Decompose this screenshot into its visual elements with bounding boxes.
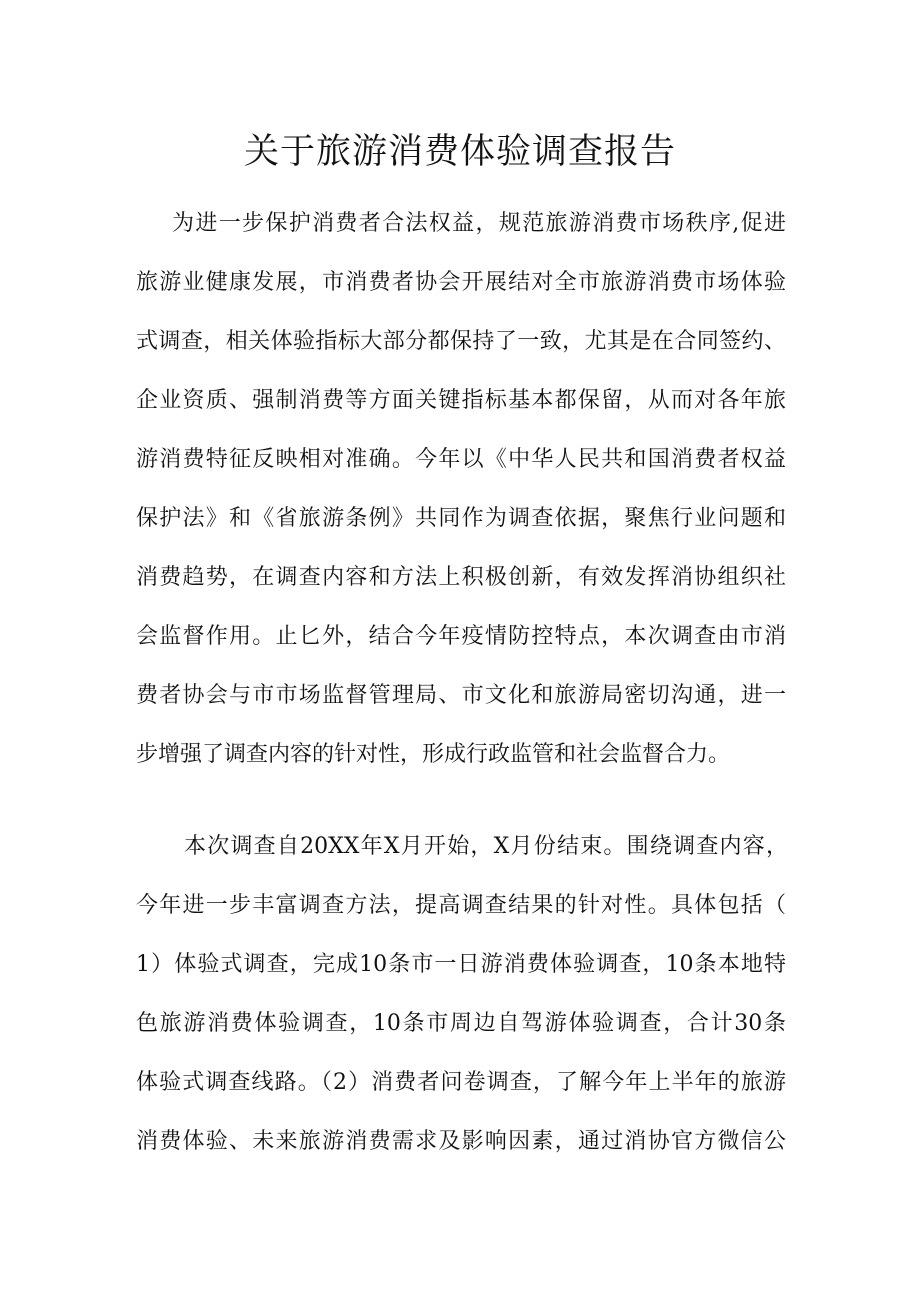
paragraph-1-line-1: 为进一步保护消费者合法权益，规范旅游消费市场秩序,促进 <box>172 211 786 236</box>
paragraph-1-line-7: 消费趋势，在调查内容和方法上积极创新，有效发挥消协组织社 <box>136 565 786 590</box>
paragraph-1-line-6: 保护法》和《省旅游条例》共同作为调查依据，聚焦行业问题和 <box>136 506 786 531</box>
paragraph-1-line-2: 旅游业健康发展，市消费者协会开展结对全市旅游消费市场体验 <box>136 270 786 295</box>
paragraph-2-line-3: 1）体验式调查，完成10条市一日游消费体验调查，10条本地特 <box>136 952 786 977</box>
paragraph-1-line-4: 企业资质、强制消费等方面关键指标基本都保留，从而对各年旅 <box>136 388 786 413</box>
paragraph-2-line-6: 消费体验、未来旅游消费需求及影响因素，通过消协官方微信公 <box>136 1129 786 1154</box>
paragraph-1-line-9: 费者协会与市市场监督管理局、市文化和旅游局密切沟通，进一 <box>136 683 786 708</box>
paragraph-1-line-8: 会监督作用。止匕外，结合今年疫情防控特点，本次调查由市消 <box>136 624 786 649</box>
paragraph-2-line-4: 色旅游消费体验调查，10条市周边自驾游体验调查，合计30条 <box>136 1011 786 1036</box>
paragraph-2-line-5: 体验式调查线路。（2）消费者问卷调查，了解今年上半年的旅游 <box>136 1070 786 1095</box>
paragraph-1-line-3: 式调查，相关体验指标大部分都保持了一致，尤其是在合同签约、 <box>136 329 786 354</box>
document-title: 关于旅游消费体验调查报告 <box>243 132 676 172</box>
paragraph-2-line-1: 本次调查自20XX年X月开始，X月份结束。围绕调查内容， <box>184 834 788 859</box>
paragraph-2-line-2: 今年进一步丰富调查方法，提高调查结果的针对性。具体包括（ <box>136 893 786 918</box>
paragraph-1-line-5: 游消费特征反映相对准确。今年以《中华人民共和国消费者权益 <box>136 447 786 472</box>
paragraph-1-line-10: 步增强了调查内容的针对性，形成行政监管和社会监督合力。 <box>136 742 731 767</box>
